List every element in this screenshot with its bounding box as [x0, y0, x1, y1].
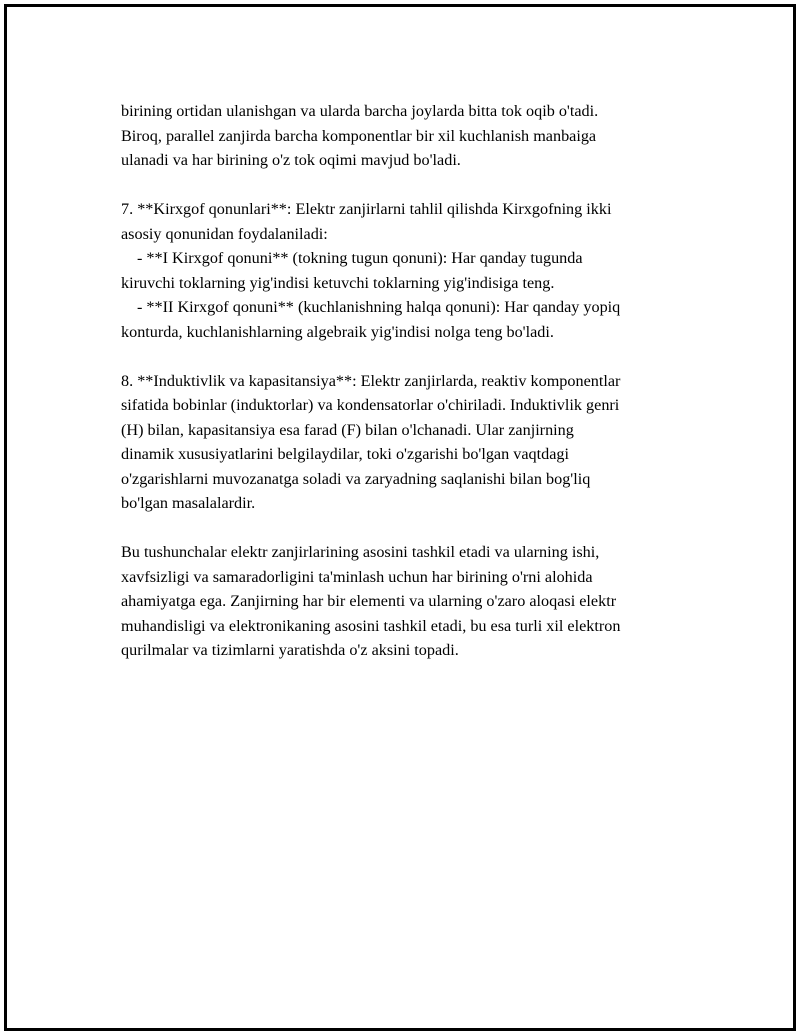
list-item-second-law: - **II Kirxgof qonuni** (kuchlanishning halqa qonuni): Har qanday yopiq [137, 298, 621, 316]
text-line: asosiy qonunidan foydalaniladi: [121, 224, 328, 243]
text-line: kiruvchi toklarning yig'indisi ketuvchi toklarning yig'indisiga teng. [121, 273, 555, 292]
text-line: 7. **Kirxgof qonunlari**: Elektr zanjirlarni tahlil qilishda Kirxgofning ikki [121, 200, 612, 218]
text-line: ahamiyatga ega. Zanjirning har bir elementi va ularning o'zaro aloqasi elektr [121, 592, 617, 610]
text-line: xavfsizligi va samaradorligini ta'minlash uchun har birining o'rni alohida [121, 567, 593, 586]
text-line: Bu tushunchalar elektr zanjirlarining asosini tashkil etadi va ularning ishi, [121, 543, 600, 561]
document-body [121, 99, 701, 687]
text-line: (H) bilan, kapasitansiya esa farad (F) bilan o'lchanadi. Ular zanjirning [121, 420, 574, 439]
paragraph-kirchhoff-laws [121, 197, 701, 344]
document-page [4, 4, 796, 1031]
paragraph-inductance-capacitance [121, 369, 701, 516]
text-line: birining ortidan ulanishgan va ularda barcha joylarda bitta tok oqib o'tadi. [121, 102, 599, 120]
paragraph-conclusion [121, 540, 701, 663]
text-line: ulanadi va har birining o'z tok oqimi mavjud bo'ladi. [121, 151, 461, 169]
text-line: konturda, kuchlanishlarning algebraik yig'indisi nolga teng bo'ladi. [121, 322, 554, 341]
text-line: o'zgarishlarni muvozanatga soladi va zaryadning saqlanishi bilan bog'liq [121, 469, 591, 488]
paragraph-series-vs-parallel [121, 99, 701, 173]
text-line: qurilmalar va tizimlarni yaratishda o'z aksini topadi. [121, 641, 459, 659]
text-line: muhandisligi va elektronikaning asosini tashkil etadi, bu esa turli xil elektron [121, 616, 621, 635]
text-line: bo'lgan masalalardir. [121, 494, 256, 512]
text-line: Biroq, parallel zanjirda barcha komponentlar bir xil kuchlanish manbaiga [121, 126, 597, 145]
text-line: 8. **Induktivlik va kapasitansiya**: Elektr zanjirlarda, reaktiv komponentlar [121, 371, 621, 390]
list-item-first-law: - **I Kirxgof qonuni** (tokning tugun qonuni): Har qanday tugunda [137, 249, 583, 267]
text-line: sifatida bobinlar (induktorlar) va kondensatorlar o'chiriladi. Induktivlik genri [121, 396, 620, 414]
text-line: dinamik xususiyatlarini belgilaydilar, toki o'zgarishi bo'lgan vaqtdagi [121, 445, 570, 463]
